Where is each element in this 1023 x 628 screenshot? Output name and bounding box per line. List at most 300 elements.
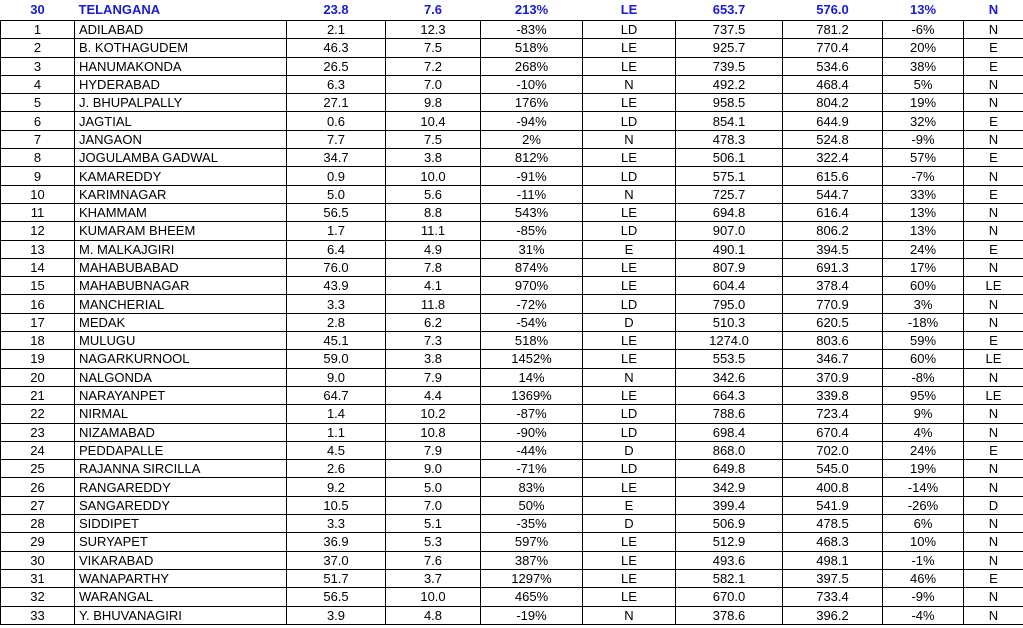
cumulative-percent-departure: 95% — [883, 386, 964, 404]
percent-departure: -83% — [481, 21, 583, 39]
normal-rainfall: 8.8 — [386, 203, 481, 221]
table-row — [1, 167, 1023, 185]
table-row — [1, 313, 1023, 331]
percent-departure: 597% — [481, 533, 583, 551]
cumulative-percent-departure: -6% — [883, 21, 964, 39]
percent-departure: -11% — [481, 185, 583, 203]
cumulative-normal: 396.2 — [783, 606, 883, 624]
category: LE — [583, 258, 676, 276]
cumulative-category: N — [964, 606, 1023, 624]
cumulative-normal: 616.4 — [783, 203, 883, 221]
cumulative-normal: 378.4 — [783, 277, 883, 295]
cumulative-normal: 394.5 — [783, 240, 883, 258]
cumulative-percent-departure: 20% — [883, 39, 964, 57]
actual-rainfall: 27.1 — [287, 94, 386, 112]
cumulative-category: E — [964, 112, 1023, 130]
normal-rainfall: 7.6 — [386, 551, 481, 569]
category: LE — [583, 551, 676, 569]
cumulative-actual: 907.0 — [676, 222, 783, 240]
cumulative-actual: 854.1 — [676, 112, 783, 130]
actual-rainfall: 51.7 — [287, 569, 386, 587]
cumulative-percent-departure: -8% — [883, 368, 964, 386]
actual-rainfall: 1.1 — [287, 423, 386, 441]
district-name: ADILABAD — [75, 21, 287, 39]
percent-departure: 1369% — [481, 386, 583, 404]
actual-rainfall: 7.7 — [287, 130, 386, 148]
table-row — [1, 203, 1023, 221]
cumulative-actual: 553.5 — [676, 350, 783, 368]
percent-departure: -44% — [481, 441, 583, 459]
district-name: NAGARKURNOOL — [75, 350, 287, 368]
cumulative-percent-departure: 10% — [883, 533, 964, 551]
table-row — [1, 332, 1023, 350]
district-name: PEDDAPALLE — [75, 441, 287, 459]
normal-rainfall: 4.1 — [386, 277, 481, 295]
district-name: NALGONDA — [75, 368, 287, 386]
state-cum-pct-dep: 13% — [883, 0, 964, 21]
actual-rainfall: 3.3 — [287, 515, 386, 533]
district-name: SANGAREDDY — [75, 496, 287, 514]
cumulative-percent-departure: 33% — [883, 185, 964, 203]
category: LD — [583, 295, 676, 313]
actual-rainfall: 10.5 — [287, 496, 386, 514]
percent-departure: 83% — [481, 478, 583, 496]
table-row — [1, 295, 1023, 313]
district-name: WARANGAL — [75, 588, 287, 606]
cumulative-category: N — [964, 295, 1023, 313]
district-sno: 32 — [1, 588, 75, 606]
district-name: HYDERABAD — [75, 75, 287, 93]
district-name: MEDAK — [75, 313, 287, 331]
cumulative-normal: 806.2 — [783, 222, 883, 240]
district-sno: 22 — [1, 405, 75, 423]
district-name: WANAPARTHY — [75, 569, 287, 587]
cumulative-category: E — [964, 185, 1023, 203]
category: LE — [583, 149, 676, 167]
cumulative-actual: 604.4 — [676, 277, 783, 295]
district-sno: 30 — [1, 551, 75, 569]
category: LD — [583, 112, 676, 130]
district-sno: 26 — [1, 478, 75, 496]
actual-rainfall: 1.7 — [287, 222, 386, 240]
actual-rainfall: 26.5 — [287, 57, 386, 75]
cumulative-normal: 544.7 — [783, 185, 883, 203]
cumulative-percent-departure: 57% — [883, 149, 964, 167]
table-row — [1, 258, 1023, 276]
cumulative-category: LE — [964, 350, 1023, 368]
normal-rainfall: 10.0 — [386, 167, 481, 185]
actual-rainfall: 9.2 — [287, 478, 386, 496]
table-row — [1, 222, 1023, 240]
normal-rainfall: 10.0 — [386, 588, 481, 606]
cumulative-percent-departure: 17% — [883, 258, 964, 276]
cumulative-actual: 506.1 — [676, 149, 783, 167]
cumulative-normal: 804.2 — [783, 94, 883, 112]
cumulative-percent-departure: -14% — [883, 478, 964, 496]
table-body — [1, 0, 1023, 624]
normal-rainfall: 4.9 — [386, 240, 481, 258]
cumulative-actual: 506.9 — [676, 515, 783, 533]
district-sno: 31 — [1, 569, 75, 587]
actual-rainfall: 76.0 — [287, 258, 386, 276]
state-cum-category: N — [964, 0, 1023, 21]
normal-rainfall: 10.2 — [386, 405, 481, 423]
normal-rainfall: 10.4 — [386, 112, 481, 130]
district-sno: 9 — [1, 167, 75, 185]
category: N — [583, 368, 676, 386]
table-row — [1, 112, 1023, 130]
cumulative-category: E — [964, 441, 1023, 459]
table-row — [1, 588, 1023, 606]
district-name: KAMAREDDY — [75, 167, 287, 185]
category: N — [583, 75, 676, 93]
normal-rainfall: 3.7 — [386, 569, 481, 587]
cumulative-category: N — [964, 203, 1023, 221]
cumulative-normal: 498.1 — [783, 551, 883, 569]
state-pct-dep: 213% — [481, 0, 583, 21]
category: N — [583, 606, 676, 624]
normal-rainfall: 9.8 — [386, 94, 481, 112]
district-sno: 18 — [1, 332, 75, 350]
normal-rainfall: 9.0 — [386, 460, 481, 478]
cumulative-percent-departure: 9% — [883, 405, 964, 423]
cumulative-normal: 670.4 — [783, 423, 883, 441]
category: LE — [583, 203, 676, 221]
table-row — [1, 515, 1023, 533]
cumulative-actual: 649.8 — [676, 460, 783, 478]
actual-rainfall: 6.4 — [287, 240, 386, 258]
cumulative-normal: 702.0 — [783, 441, 883, 459]
district-name: NARAYANPET — [75, 386, 287, 404]
normal-rainfall: 5.1 — [386, 515, 481, 533]
district-sno: 24 — [1, 441, 75, 459]
normal-rainfall: 7.9 — [386, 441, 481, 459]
cumulative-category: N — [964, 130, 1023, 148]
table-row — [1, 423, 1023, 441]
cumulative-normal: 615.6 — [783, 167, 883, 185]
cumulative-actual: 807.9 — [676, 258, 783, 276]
percent-departure: 268% — [481, 57, 583, 75]
cumulative-category: N — [964, 405, 1023, 423]
cumulative-percent-departure: 3% — [883, 295, 964, 313]
normal-rainfall: 11.1 — [386, 222, 481, 240]
cumulative-category: N — [964, 313, 1023, 331]
cumulative-actual: 1274.0 — [676, 332, 783, 350]
cumulative-actual: 868.0 — [676, 441, 783, 459]
actual-rainfall: 3.9 — [287, 606, 386, 624]
district-sno: 10 — [1, 185, 75, 203]
actual-rainfall: 9.0 — [287, 368, 386, 386]
normal-rainfall: 12.3 — [386, 21, 481, 39]
cumulative-percent-departure: 24% — [883, 441, 964, 459]
actual-rainfall: 56.5 — [287, 203, 386, 221]
category: N — [583, 130, 676, 148]
district-name: B. KOTHAGUDEM — [75, 39, 287, 57]
table-row — [1, 569, 1023, 587]
cumulative-normal: 644.9 — [783, 112, 883, 130]
state-normal: 7.6 — [386, 0, 481, 21]
cumulative-actual: 493.6 — [676, 551, 783, 569]
cumulative-normal: 346.7 — [783, 350, 883, 368]
cumulative-normal: 524.8 — [783, 130, 883, 148]
category: D — [583, 313, 676, 331]
actual-rainfall: 2.1 — [287, 21, 386, 39]
cumulative-normal: 478.5 — [783, 515, 883, 533]
cumulative-actual: 739.5 — [676, 57, 783, 75]
percent-departure: -19% — [481, 606, 583, 624]
category: LD — [583, 405, 676, 423]
cumulative-percent-departure: 19% — [883, 94, 964, 112]
cumulative-normal: 770.4 — [783, 39, 883, 57]
percent-departure: -54% — [481, 313, 583, 331]
cumulative-actual: 490.1 — [676, 240, 783, 258]
cumulative-category: E — [964, 569, 1023, 587]
cumulative-normal: 733.4 — [783, 588, 883, 606]
cumulative-actual: 795.0 — [676, 295, 783, 313]
table-row — [1, 551, 1023, 569]
cumulative-percent-departure: 38% — [883, 57, 964, 75]
normal-rainfall: 7.0 — [386, 75, 481, 93]
actual-rainfall: 45.1 — [287, 332, 386, 350]
actual-rainfall: 36.9 — [287, 533, 386, 551]
normal-rainfall: 10.8 — [386, 423, 481, 441]
cumulative-percent-departure: 19% — [883, 460, 964, 478]
category: E — [583, 240, 676, 258]
actual-rainfall: 56.5 — [287, 588, 386, 606]
percent-departure: 543% — [481, 203, 583, 221]
district-sno: 28 — [1, 515, 75, 533]
cumulative-normal: 339.8 — [783, 386, 883, 404]
district-name: J. BHUPALPALLY — [75, 94, 287, 112]
district-name: RAJANNA SIRCILLA — [75, 460, 287, 478]
cumulative-percent-departure: -9% — [883, 588, 964, 606]
cumulative-actual: 399.4 — [676, 496, 783, 514]
category: D — [583, 515, 676, 533]
table-row — [1, 277, 1023, 295]
district-sno: 15 — [1, 277, 75, 295]
table-row — [1, 478, 1023, 496]
cumulative-category: N — [964, 222, 1023, 240]
percent-departure: 176% — [481, 94, 583, 112]
cumulative-percent-departure: -9% — [883, 130, 964, 148]
district-name: MULUGU — [75, 332, 287, 350]
percent-departure: -87% — [481, 405, 583, 423]
table-row — [1, 185, 1023, 203]
percent-departure: 2% — [481, 130, 583, 148]
percent-departure: 970% — [481, 277, 583, 295]
category: LE — [583, 277, 676, 295]
district-name: SURYAPET — [75, 533, 287, 551]
cumulative-percent-departure: 60% — [883, 277, 964, 295]
district-sno: 33 — [1, 606, 75, 624]
cumulative-actual: 725.7 — [676, 185, 783, 203]
cumulative-category: N — [964, 167, 1023, 185]
cumulative-category: N — [964, 75, 1023, 93]
actual-rainfall: 1.4 — [287, 405, 386, 423]
cumulative-actual: 378.6 — [676, 606, 783, 624]
percent-departure: -71% — [481, 460, 583, 478]
district-sno: 1 — [1, 21, 75, 39]
table-row — [1, 39, 1023, 57]
percent-departure: 50% — [481, 496, 583, 514]
normal-rainfall: 5.0 — [386, 478, 481, 496]
table-row — [1, 533, 1023, 551]
district-sno: 23 — [1, 423, 75, 441]
category: LE — [583, 332, 676, 350]
district-sno: 2 — [1, 39, 75, 57]
cumulative-actual: 698.4 — [676, 423, 783, 441]
actual-rainfall: 37.0 — [287, 551, 386, 569]
cumulative-actual: 670.0 — [676, 588, 783, 606]
category: LE — [583, 57, 676, 75]
district-sno: 4 — [1, 75, 75, 93]
district-sno: 16 — [1, 295, 75, 313]
cumulative-normal: 803.6 — [783, 332, 883, 350]
category: LD — [583, 460, 676, 478]
district-sno: 14 — [1, 258, 75, 276]
district-sno: 20 — [1, 368, 75, 386]
cumulative-normal: 541.9 — [783, 496, 883, 514]
category: LD — [583, 21, 676, 39]
cumulative-category: LE — [964, 277, 1023, 295]
district-name: MANCHERIAL — [75, 295, 287, 313]
district-name: Y. BHUVANAGIRI — [75, 606, 287, 624]
normal-rainfall: 7.8 — [386, 258, 481, 276]
cumulative-normal: 781.2 — [783, 21, 883, 39]
percent-departure: -90% — [481, 423, 583, 441]
percent-departure: 874% — [481, 258, 583, 276]
category: LD — [583, 222, 676, 240]
cumulative-category: N — [964, 258, 1023, 276]
cumulative-normal: 397.5 — [783, 569, 883, 587]
district-name: M. MALKAJGIRI — [75, 240, 287, 258]
table-row — [1, 21, 1023, 39]
category: N — [583, 185, 676, 203]
cumulative-normal: 770.9 — [783, 295, 883, 313]
cumulative-percent-departure: 32% — [883, 112, 964, 130]
actual-rainfall: 46.3 — [287, 39, 386, 57]
district-sno: 7 — [1, 130, 75, 148]
category: D — [583, 441, 676, 459]
cumulative-percent-departure: 5% — [883, 75, 964, 93]
percent-departure: 812% — [481, 149, 583, 167]
district-sno: 8 — [1, 149, 75, 167]
normal-rainfall: 7.5 — [386, 39, 481, 57]
normal-rainfall: 7.3 — [386, 332, 481, 350]
cumulative-actual: 694.8 — [676, 203, 783, 221]
cumulative-normal: 468.3 — [783, 533, 883, 551]
normal-rainfall: 7.2 — [386, 57, 481, 75]
cumulative-category: N — [964, 460, 1023, 478]
state-sno: 30 — [1, 0, 75, 21]
cumulative-percent-departure: 13% — [883, 222, 964, 240]
percent-departure: -94% — [481, 112, 583, 130]
cumulative-percent-departure: -18% — [883, 313, 964, 331]
cumulative-actual: 575.1 — [676, 167, 783, 185]
cumulative-category: D — [964, 496, 1023, 514]
cumulative-normal: 723.4 — [783, 405, 883, 423]
percent-departure: 1297% — [481, 569, 583, 587]
cumulative-category: N — [964, 478, 1023, 496]
cumulative-category: E — [964, 149, 1023, 167]
cumulative-actual: 512.9 — [676, 533, 783, 551]
cumulative-percent-departure: 4% — [883, 423, 964, 441]
actual-rainfall: 43.9 — [287, 277, 386, 295]
cumulative-actual: 958.5 — [676, 94, 783, 112]
cumulative-percent-departure: -26% — [883, 496, 964, 514]
actual-rainfall: 64.7 — [287, 386, 386, 404]
table-row — [1, 368, 1023, 386]
district-name: HANUMAKONDA — [75, 57, 287, 75]
district-name: NIRMAL — [75, 405, 287, 423]
table-row — [1, 149, 1023, 167]
percent-departure: 14% — [481, 368, 583, 386]
actual-rainfall: 6.3 — [287, 75, 386, 93]
category: E — [583, 496, 676, 514]
percent-departure: -72% — [481, 295, 583, 313]
percent-departure: 1452% — [481, 350, 583, 368]
cumulative-actual: 737.5 — [676, 21, 783, 39]
actual-rainfall: 59.0 — [287, 350, 386, 368]
district-name: JAGTIAL — [75, 112, 287, 130]
district-sno: 12 — [1, 222, 75, 240]
category: LE — [583, 569, 676, 587]
percent-departure: 31% — [481, 240, 583, 258]
cumulative-percent-departure: -1% — [883, 551, 964, 569]
category: LE — [583, 350, 676, 368]
percent-departure: -85% — [481, 222, 583, 240]
category: LE — [583, 478, 676, 496]
cumulative-category: E — [964, 240, 1023, 258]
cumulative-actual: 664.3 — [676, 386, 783, 404]
percent-departure: -10% — [481, 75, 583, 93]
cumulative-normal: 534.6 — [783, 57, 883, 75]
actual-rainfall: 5.0 — [287, 185, 386, 203]
normal-rainfall: 4.4 — [386, 386, 481, 404]
percent-departure: 387% — [481, 551, 583, 569]
category: LE — [583, 39, 676, 57]
cumulative-category: N — [964, 368, 1023, 386]
district-sno: 13 — [1, 240, 75, 258]
normal-rainfall: 5.3 — [386, 533, 481, 551]
cumulative-actual: 342.9 — [676, 478, 783, 496]
district-sno: 25 — [1, 460, 75, 478]
cumulative-percent-departure: 13% — [883, 203, 964, 221]
actual-rainfall: 2.8 — [287, 313, 386, 331]
state-category: LE — [583, 0, 676, 21]
percent-departure: 518% — [481, 39, 583, 57]
state-summary-row — [1, 0, 1023, 21]
cumulative-category: E — [964, 39, 1023, 57]
cumulative-category: E — [964, 332, 1023, 350]
district-sno: 19 — [1, 350, 75, 368]
state-cum-actual: 653.7 — [676, 0, 783, 21]
cumulative-actual: 478.3 — [676, 130, 783, 148]
table-row — [1, 386, 1023, 404]
cumulative-percent-departure: 46% — [883, 569, 964, 587]
table-row — [1, 75, 1023, 93]
cumulative-category: N — [964, 551, 1023, 569]
normal-rainfall: 3.8 — [386, 350, 481, 368]
cumulative-normal: 545.0 — [783, 460, 883, 478]
category: LE — [583, 588, 676, 606]
percent-departure: 518% — [481, 332, 583, 350]
cumulative-actual: 582.1 — [676, 569, 783, 587]
cumulative-category: N — [964, 423, 1023, 441]
district-name: JANGAON — [75, 130, 287, 148]
table-row — [1, 130, 1023, 148]
cumulative-percent-departure: 24% — [883, 240, 964, 258]
